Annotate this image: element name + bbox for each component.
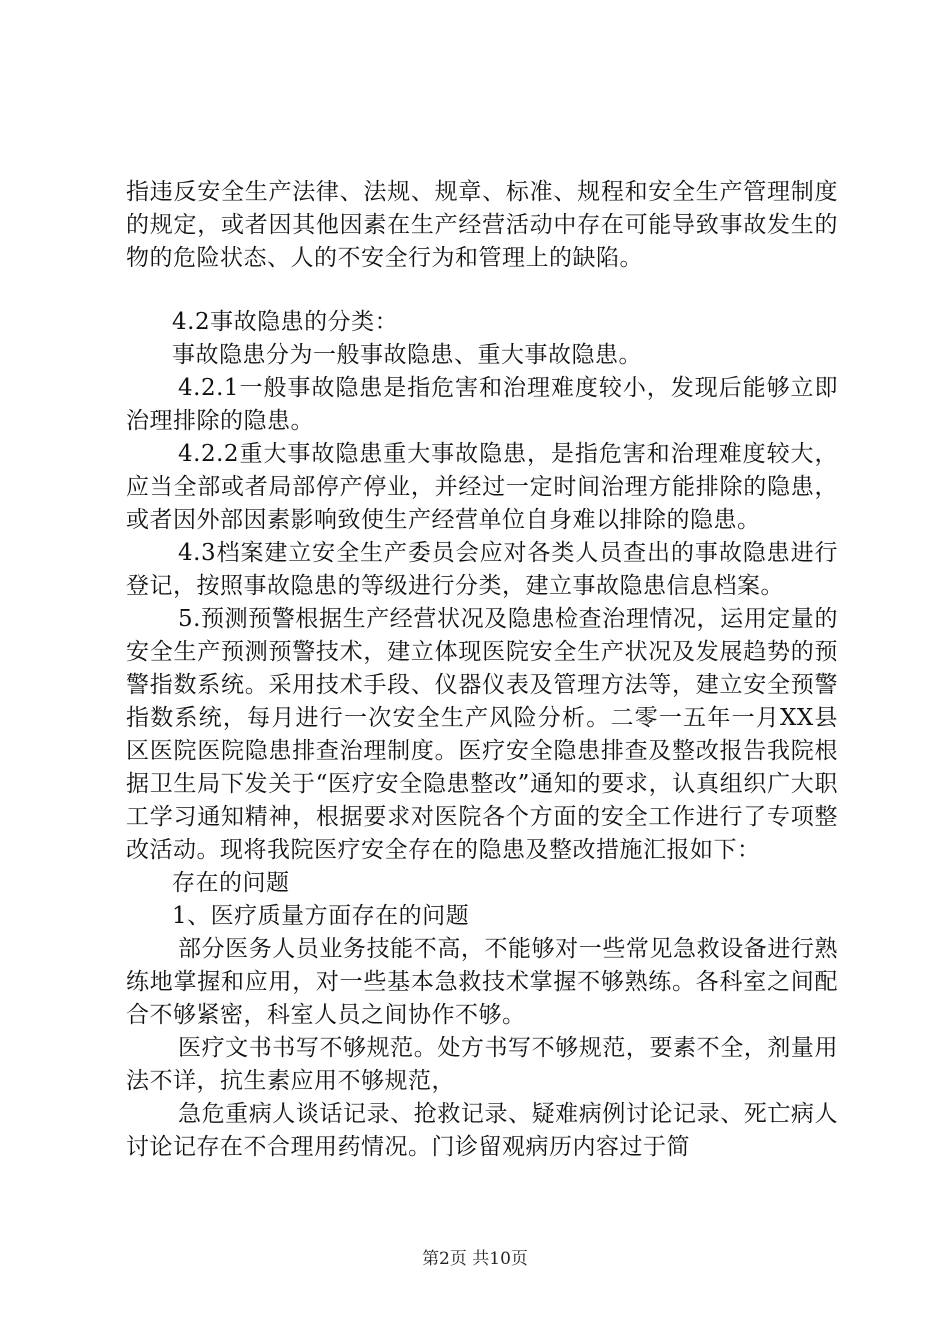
paragraph-early-warning: 5.预测预警根据生产经营状况及隐患检查治理情况，运用定量的安全生产预测预警技术，建立体现医院安全生产状况及发展趋势的预警指数系统。采用技术手段、仪器仪表及管理方法等，建立安全预警指数系统，每月进行一次安全生产风险分析。二零一五年一月XX县区医院医院隐患排查治理制度。医疗安全隐患排查及整改报告我院根据卫生局下发关于“医疗安全隐患整改”通知的要求，认真组织广大职工学习通知精神，根据要求对医院各个方面的安全工作进行了专项整改活动。现将我院医疗安全存在的隐患及整改措施汇报如下： [126,606,838,863]
paragraph-staff-skills: 部分医务人员业务技能不高，不能够对一些常见急救设备进行熟练地掌握和应用，对一些基本急救技术掌握不够熟练。各科室之间配合不够紧密，科室人员之间协作不够。 [126,936,838,1028]
paragraph-medical-records: 医疗文书书写不够规范。处方书写不够规范，要素不全，剂量用法不详，抗生素应用不够规范， [126,1035,838,1094]
paragraph-hazard-types: 事故隐患分为一般事故隐患、重大事故隐患。 [172,342,642,368]
page-number-footer: 第2页 共10页 [422,1249,528,1269]
heading-hazard-classification: 4.2事故隐患的分类： [172,309,399,335]
paragraph-archive: 4.3档案建立安全生产委员会应对各类人员查出的事故隐患进行登记，按照事故隐患的等级进行分类，建立事故隐患信息档案。 [126,540,838,599]
heading-existing-problems: 存在的问题 [172,870,290,896]
paragraph-hazard-definition: 指违反安全生产法律、法规、规章、标准、规程和安全生产管理制度的规定，或者因其他因素在生产经营活动中存在可能导致事故发生的物的危险状态、人的不安全行为和管理上的缺陷。 [126,179,838,271]
paragraph-emergency-records: 急危重病人谈话记录、抢救记录、疑难病例讨论记录、死亡病人讨论记存在不合理用药情况。门诊留观病历内容过于简 [126,1101,838,1160]
document-body [126,176,838,1164]
paragraph-general-hazard: 4.2.1一般事故隐患是指危害和治理难度较小，发现后能够立即治理排除的隐患。 [126,375,838,434]
paragraph-major-hazard: 4.2.2重大事故隐患重大事故隐患，是指危害和治理难度较大，应当全部或者局部停产停业，并经过一定时间治理方能排除的隐患，或者因外部因素影响致使生产经营单位自身难以排除的隐患。 [126,441,838,533]
heading-medical-quality: 1、医疗质量方面存在的问题 [172,903,470,929]
